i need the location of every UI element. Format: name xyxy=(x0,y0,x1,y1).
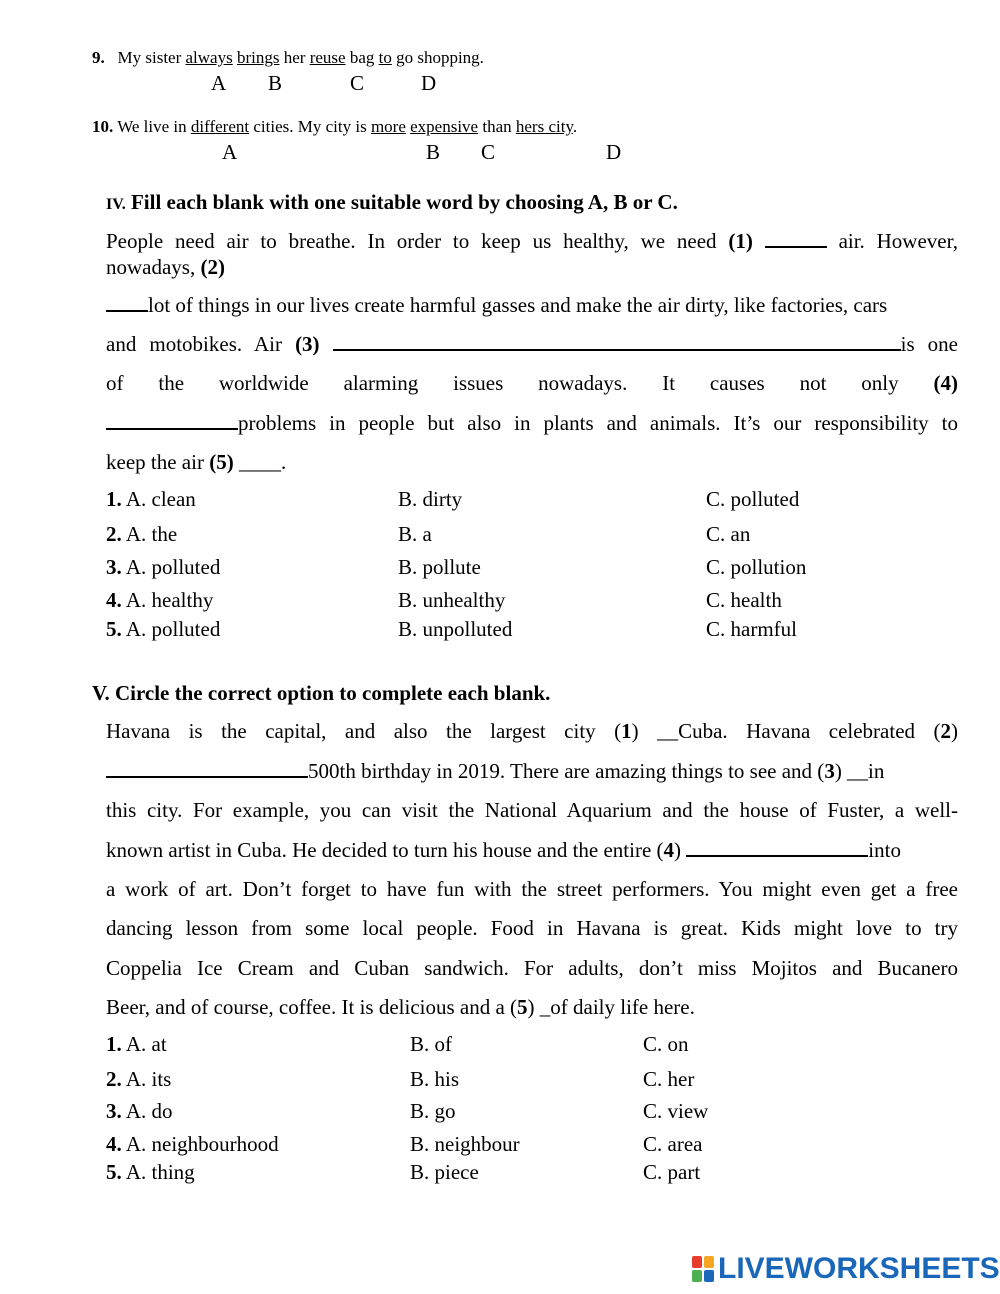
option-text: A. polluted xyxy=(121,617,221,641)
option-a[interactable] xyxy=(106,1132,279,1157)
option-a[interactable] xyxy=(106,588,213,613)
option-a[interactable] xyxy=(106,487,196,512)
option-c[interactable]: C. health xyxy=(706,588,782,612)
blank-number: 1 xyxy=(621,719,632,743)
option-number: 5. xyxy=(106,1160,122,1184)
option-number: 1. xyxy=(106,487,122,511)
text: We live in xyxy=(113,117,191,136)
blank-number: (5) xyxy=(209,450,234,474)
blank-3[interactable] xyxy=(333,331,901,351)
underlined-word-a: always xyxy=(185,48,233,67)
passage-4-line-2 xyxy=(106,255,225,280)
underlined-word-b: brings xyxy=(236,48,280,67)
passage-5-line-3: this city. For example, you can visit the National Aquarium and the house of Fuster, a well- xyxy=(106,798,958,822)
text: ) xyxy=(674,838,687,862)
option-number: 3. xyxy=(106,555,122,579)
blank-number: (1) xyxy=(728,229,753,253)
option-a[interactable] xyxy=(106,1099,173,1124)
passage-5-line-7: Coppelia Ice Cream and Cuban sandwich. For adults, don’t miss Mojitos and Bucanero xyxy=(106,956,958,980)
text: Havana is the capital, and also the largest city ( xyxy=(106,719,622,743)
blank-4[interactable] xyxy=(106,410,238,430)
option-b[interactable]: B. neighbour xyxy=(410,1132,520,1156)
option-b[interactable]: B. dirty xyxy=(398,487,463,511)
blank-number: (3) xyxy=(295,332,320,356)
text: than xyxy=(478,117,516,136)
passage-4-line-3 xyxy=(106,292,887,318)
option-number: 2. xyxy=(106,522,122,546)
question-number: 9. xyxy=(92,48,105,67)
logo-tile xyxy=(704,1270,714,1282)
option-text: A. at xyxy=(121,1032,167,1056)
option-b[interactable]: B. go xyxy=(410,1099,456,1123)
passage-5-line-1 xyxy=(106,719,958,744)
text: nowadays, xyxy=(106,255,201,279)
logo-tile xyxy=(692,1256,702,1268)
option-c[interactable]: C. pollution xyxy=(706,555,807,579)
question-10 xyxy=(92,117,577,137)
text: of the worldwide alarming issues nowadays. It causes not only xyxy=(106,371,899,395)
passage-5-line-5: a work of art. Don’t forget to have fun with the street performers. You might even get a free xyxy=(106,877,958,901)
text: ____. xyxy=(233,450,287,474)
logo-text: LIVEWORKSHEETS xyxy=(718,1252,1000,1285)
letter-b: B xyxy=(268,71,283,95)
logo-tile xyxy=(692,1270,702,1282)
section-4-heading xyxy=(106,190,678,215)
text: known artist in Cuba. He decided to turn his house and the entire ( xyxy=(106,838,664,862)
blank-number: (4) xyxy=(933,371,958,395)
text: ) _of daily life here. xyxy=(527,995,695,1019)
option-text: A. neighbourhood xyxy=(121,1132,279,1156)
section-number: IV. xyxy=(106,196,126,213)
option-text: A. the xyxy=(121,522,178,546)
passage-4-line-4 xyxy=(106,331,958,357)
option-c[interactable]: C. harmful xyxy=(706,617,797,641)
option-number: 3. xyxy=(106,1099,122,1123)
text: her xyxy=(279,48,310,67)
option-c[interactable]: C. on xyxy=(643,1032,689,1056)
option-a[interactable] xyxy=(106,1032,167,1057)
letter-a: A xyxy=(222,140,238,164)
question-9 xyxy=(92,48,484,68)
blank-1[interactable] xyxy=(765,228,827,248)
underlined-word-a: different xyxy=(190,117,250,136)
text: go shopping. xyxy=(391,48,484,67)
text: ) xyxy=(951,719,958,743)
option-a[interactable] xyxy=(106,1160,195,1185)
text: and motobikes. Air xyxy=(106,332,296,356)
text: bag xyxy=(345,48,379,67)
option-b[interactable]: B. piece xyxy=(410,1160,479,1184)
passage-4-line-7 xyxy=(106,450,286,475)
logo-icon xyxy=(692,1256,714,1282)
option-b[interactable]: B. a xyxy=(398,522,432,546)
blank-number: (2) xyxy=(200,255,225,279)
letter-b: B xyxy=(426,140,441,164)
underlined-word-c: reuse xyxy=(309,48,346,67)
option-b[interactable]: B. his xyxy=(410,1067,460,1091)
option-c[interactable]: C. her xyxy=(643,1067,695,1091)
option-number: 2. xyxy=(106,1067,122,1091)
option-a[interactable] xyxy=(106,522,177,547)
option-number: 4. xyxy=(106,588,122,612)
text: cities. My city is xyxy=(249,117,371,136)
text: ) __in xyxy=(834,759,885,783)
text: My sister xyxy=(117,48,186,67)
option-text: A. do xyxy=(121,1099,173,1123)
logo-tile xyxy=(704,1256,714,1268)
text: into xyxy=(868,838,901,862)
option-a[interactable] xyxy=(106,617,220,642)
text: People need air to breathe. In order to keep us healthy, we need xyxy=(106,229,729,253)
text: lot of things in our lives create harmful gasses and make the air dirty, like factories, cars xyxy=(148,293,888,317)
blank-2[interactable] xyxy=(106,758,308,778)
passage-4-line-1 xyxy=(106,228,958,254)
text: is one xyxy=(900,332,959,356)
text: problems in people but also in plants and animals. It’s our responsibility to xyxy=(238,411,958,435)
letter-c: C xyxy=(350,71,365,95)
option-text: A. thing xyxy=(121,1160,195,1184)
blank-2[interactable] xyxy=(106,292,148,312)
option-c[interactable]: C. area xyxy=(643,1132,703,1156)
option-b[interactable]: B. unpolluted xyxy=(398,617,513,641)
letter-a: A xyxy=(211,71,227,95)
option-b[interactable]: B. of xyxy=(410,1032,452,1056)
blank-number: 3 xyxy=(824,759,835,783)
section-title: Fill each blank with one suitable word by choosing A, B or C. xyxy=(125,190,678,214)
text: ) __Cuba. Havana celebrated ( xyxy=(631,719,941,743)
passage-4-line-6 xyxy=(106,410,958,436)
option-b[interactable]: B. pollute xyxy=(398,555,481,579)
question-number: 10. xyxy=(92,117,114,136)
section-5-heading: V. Circle the correct option to complete each blank. xyxy=(92,681,551,705)
text: 500th birthday in 2019. There are amazing things to see and ( xyxy=(308,759,825,783)
option-a[interactable] xyxy=(106,555,220,580)
letter-d: D xyxy=(606,140,622,164)
option-number: 5. xyxy=(106,617,122,641)
blank-number: 2 xyxy=(940,719,951,743)
text: keep the air xyxy=(106,450,210,474)
passage-5-line-8 xyxy=(106,995,695,1020)
text: . xyxy=(572,117,578,136)
option-a[interactable] xyxy=(106,1067,171,1092)
underlined-word-d: to xyxy=(378,48,392,67)
underlined-word-c: expensive xyxy=(410,117,479,136)
underlined-word-d: hers city xyxy=(515,117,573,136)
passage-5-line-4 xyxy=(106,837,901,863)
underlined-word-b: more xyxy=(370,117,406,136)
option-text: A. clean xyxy=(121,487,196,511)
liveworksheets-logo[interactable] xyxy=(692,1253,1000,1285)
letter-c: C xyxy=(481,140,496,164)
option-text: A. polluted xyxy=(121,555,221,579)
passage-5-line-2 xyxy=(106,758,884,784)
passage-5-line-6: dancing lesson from some local people. Food in Havana is great. Kids might love to try xyxy=(106,916,958,940)
letter-d: D xyxy=(421,71,437,95)
text: Beer, and of course, coffee. It is delicious and a ( xyxy=(106,995,518,1019)
option-c[interactable]: C. an xyxy=(706,522,751,546)
option-c[interactable]: C. polluted xyxy=(706,487,800,511)
blank-number: 4 xyxy=(663,838,675,862)
option-b[interactable]: B. unhealthy xyxy=(398,588,506,612)
passage-4-line-5 xyxy=(106,371,958,396)
blank-number: 5 xyxy=(517,995,528,1019)
option-number: 1. xyxy=(106,1032,122,1056)
text: air. However, xyxy=(826,229,959,253)
option-c[interactable]: C. part xyxy=(643,1160,701,1184)
option-text: A. its xyxy=(121,1067,172,1091)
option-text: A. healthy xyxy=(121,588,214,612)
option-number: 4. xyxy=(106,1132,122,1156)
option-c[interactable]: C. view xyxy=(643,1099,709,1123)
blank-4[interactable] xyxy=(686,837,868,857)
